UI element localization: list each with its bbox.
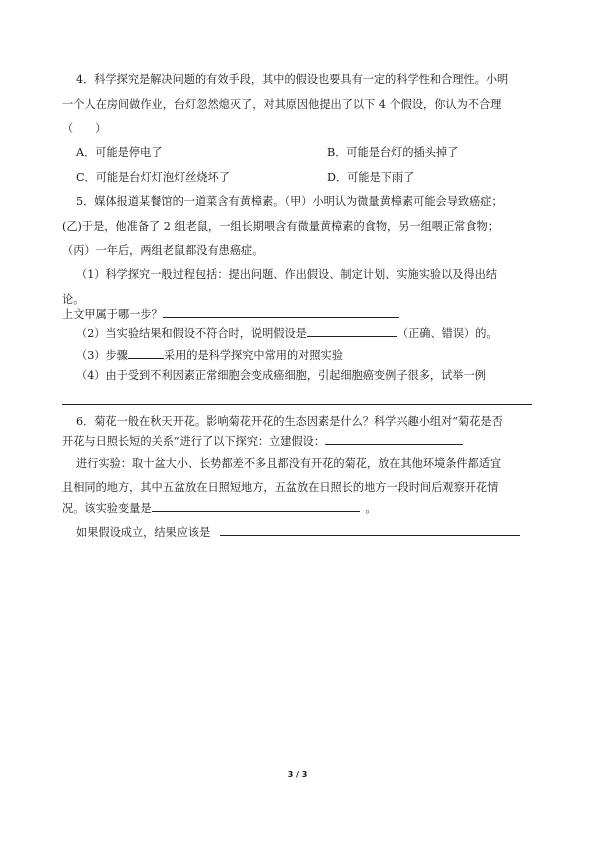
q5-sub4-answer-blank[interactable] <box>62 392 532 405</box>
q6-stem-line3: 进行实验：取十盆大小、长势都差不多且都没有开花的菊花，放在其他环境条件都适宜 <box>76 457 502 470</box>
paren-close: ） <box>95 122 107 135</box>
q4-stem-line2: 一个人在房间做作业，台灯忽然熄灭了，对其原因他提出了以下 4 个假设，你认为不合理 <box>62 98 502 111</box>
q6-hypothesis-blank[interactable] <box>325 432 463 445</box>
q5-sub2-answer-blank[interactable] <box>307 324 397 337</box>
q5-sub3 <box>76 346 343 364</box>
q4-option-a: A．可能是停电了 <box>76 146 163 159</box>
q6-line5-suffix: 。 <box>365 502 377 515</box>
q5-stem-line1: 5．媒体报道某餐馆的一道菜含有黄樟素。（甲）小明认为微量黄樟素可能会导致癌症； <box>76 195 503 208</box>
q4-answer-paren[interactable] <box>62 121 106 137</box>
page-number: 3 / 3 <box>287 770 308 779</box>
q4-option-b: B．可能是台灯的插头掉了 <box>327 146 459 159</box>
q5-sub3-prefix: （3）步骤 <box>76 349 128 362</box>
q5-sub2-suffix: （正确、错误）的。 <box>396 327 498 340</box>
q5-sub2 <box>76 324 498 342</box>
paren-open: （ <box>62 122 74 135</box>
q6-stem-line4: 且相同的地方，其中五盆放在日照短地方，五盆放在日照长的地方一段时间后观察开花情 <box>62 481 499 494</box>
q4-option-c: C．可能是台灯灯泡灯丝烧坏了 <box>76 171 230 184</box>
q5-sub1-question <box>62 305 399 323</box>
q5-sub1-line1: （1）科学探究一般过程包括：提出问题、作出假设、制定计划、实施实验以及得出结 <box>76 268 498 281</box>
q5-sub3-suffix: 采用的是科学探究中常用的对照实验 <box>163 349 343 362</box>
q6-line2-prefix: 开花与日照长短的关系”进行了以下探究：立建假设： <box>62 435 326 448</box>
q6-stem-line1: 6．菊花一般在秋天开花。影响菊花开花的生态因素是什么？科学兴趣小组对“菊花是否 <box>76 415 503 428</box>
q6-stem-line6 <box>76 523 520 541</box>
q5-sub4: （4）由于受到不利因素正常细胞会变成癌细胞，引起细胞癌变例子很多，试举一例 <box>76 369 486 382</box>
q4-option-d: D．可能是下雨了 <box>327 171 415 184</box>
q6-line5-prefix: 况。该实验变量是 <box>62 502 152 515</box>
q5-sub1-answer-blank[interactable] <box>163 305 399 318</box>
q5-sub4-answer-row <box>62 392 532 410</box>
q5-sub1-prompt: 上文甲属于哪一步？ <box>62 308 163 321</box>
q5-stem-line2: (乙)于是，他准备了 2 组老鼠，一组长期喂含有微量黄樟素的食物，另一组喂正常食物； <box>62 220 499 233</box>
q6-variable-blank[interactable] <box>152 499 360 512</box>
q5-sub3-answer-blank[interactable] <box>128 346 164 359</box>
q6-line6-prefix: 如果假设成立，结果应该是 <box>76 526 211 539</box>
q5-stem-line3: （丙）一年后，两组老鼠都没有患癌症。 <box>62 244 264 257</box>
q6-result-blank[interactable] <box>220 523 520 536</box>
q6-stem-line2 <box>62 432 463 450</box>
q4-stem-line1: 4．科学探究是解决问题的有效手段，其中的假设也要具有一定的科学性和合理性。小明 <box>76 73 509 86</box>
q5-sub2-prefix: （2）当实验结果和假设不符合时，说明假设是 <box>76 327 307 340</box>
q5-sub1-line2: 论。 <box>62 293 85 306</box>
q6-stem-line5 <box>62 499 377 517</box>
